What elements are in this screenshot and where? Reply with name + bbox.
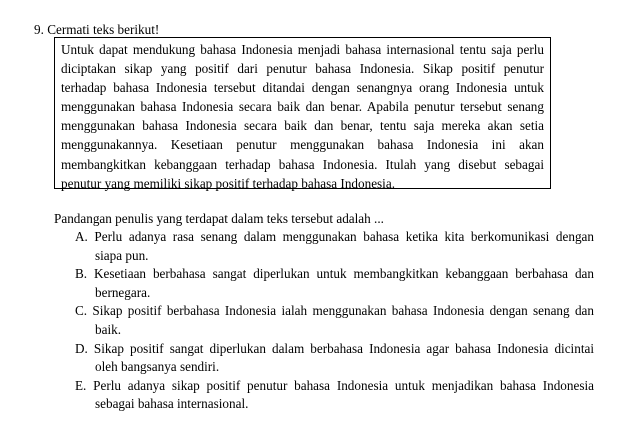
- passage-line: diciptakan sikap yang positif dari penutur bahasa Indonesia. Sikap positif penutur: [61, 61, 544, 77]
- passage-line: menggunakan bahasa Indonesia secara baik dan benar. Apabila penutur tersebut senang: [61, 99, 544, 115]
- option-text-continued: sebagai bahasa internasional.: [95, 396, 249, 412]
- option-text: B. Kesetiaan berbahasa sangat diperlukan untuk membangkitkan kebanggaan berbahasa dan: [75, 266, 594, 282]
- option-text: D. Sikap positif sangat diperlukan dalam berbahasa Indonesia agar bahasa Indonesia dicintai: [75, 340, 594, 356]
- passage-line: menggunakannya. Kesetiaan penutur menggunakan bahasa Indonesia ini akan: [61, 137, 544, 153]
- option-text: A. Perlu adanya rasa senang dalam menggunakan bahasa ketika kita berkomunikasi dengan: [75, 229, 594, 244]
- answer-option-e[interactable]: [75, 377, 594, 414]
- option-text-continued: bernegara.: [95, 284, 151, 300]
- passage-box: [54, 37, 551, 189]
- passage-line: menggunakan bahasa Indonesia secara baik dan benar, tentu saja mereka akan setia: [61, 118, 544, 134]
- passage-line: Untuk dapat mendukung bahasa Indonesia menjadi bahasa internasional tentu saja perlu: [61, 42, 544, 57]
- answer-option-d[interactable]: [75, 340, 594, 377]
- option-text: E. Perlu adanya sikap positif penutur bahasa Indonesia untuk menjadikan bahasa Indonesia: [75, 377, 594, 393]
- option-text-continued: siapa pun.: [95, 247, 149, 263]
- answer-options: [75, 228, 594, 414]
- answer-option-b[interactable]: [75, 265, 594, 302]
- passage-line: terhadap bahasa Indonesia tersebut ditandai dengan senangnya orang Indonesia untuk: [61, 80, 544, 96]
- option-text-continued: oleh bangsanya sendiri.: [95, 359, 220, 375]
- question-prompt: Pandangan penulis yang terdapat dalam teks tersebut adalah ...: [54, 211, 384, 226]
- option-text: C. Sikap positif berbahasa Indonesia ialah menggunakan bahasa Indonesia dengan senang dan: [75, 303, 594, 319]
- passage-line: penutur yang memiliki sikap positif terhadap bahasa Indonesia.: [61, 175, 395, 191]
- answer-option-c[interactable]: [75, 302, 594, 339]
- answer-option-a[interactable]: [75, 228, 594, 265]
- question-number-heading: 9. Cermati teks berikut!: [34, 22, 160, 37]
- option-text-continued: baik.: [95, 321, 122, 337]
- passage-line: membangkitkan kebanggaan terhadap bahasa Indonesia. Itulah yang disebut sebagai: [61, 156, 544, 172]
